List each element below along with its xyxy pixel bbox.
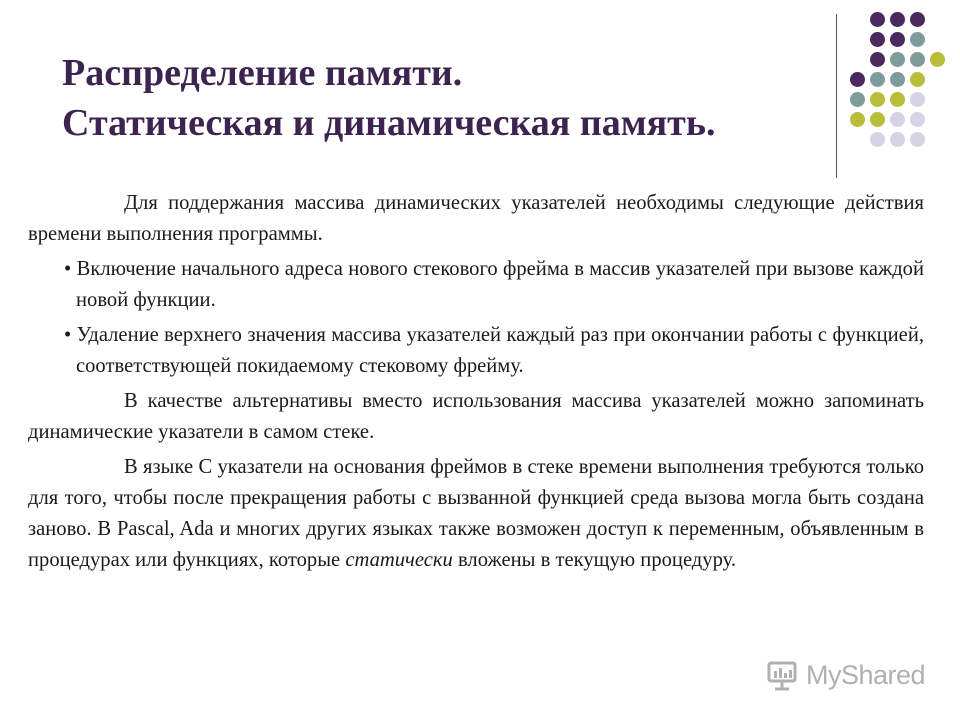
decorative-dot [850,92,865,107]
decorative-dot [910,112,925,127]
paragraph-1: Для поддержания массива динамических указателей необходимы следующие действия времени выполнения программы. [28,192,924,245]
decorative-dot [890,112,905,127]
decorative-dot [890,52,905,67]
decorative-dot [870,72,885,87]
decorative-dot [850,112,865,127]
decorative-dot [870,52,885,67]
slide-body [28,188,924,580]
decorative-dot [910,72,925,87]
paragraph-3 [28,452,924,576]
paragraph-2: В качестве альтернативы вместо использования массива указателей можно запоминать динамические указатели в самом стеке. [28,390,924,443]
decorative-dot [910,132,925,147]
bullet-text: Включение начального адреса нового стекового фрейма в массив указателей при вызове каждой новой функции. [76,258,925,311]
italic-word: статически [345,549,453,571]
decorative-dot [890,72,905,87]
watermark-text: MyShared [806,659,926,690]
decorative-dot [870,32,885,47]
title-line-1: Распределение памяти. [62,52,463,94]
decorative-dot [910,92,925,107]
decorative-dot [870,12,885,27]
bullet-marker: • [64,258,72,280]
decorative-dot-grid [850,12,950,162]
decorative-dot [890,12,905,27]
decorative-dot [890,132,905,147]
decorative-dot [930,52,945,67]
paragraph-3-tail: вложены в текущую процедуру. [452,549,736,571]
decorative-dot [890,32,905,47]
bullet-text: Удаление верхнего значения массива указателей каждый раз при окончании работы с функцией, соответствующей покидаемому стековому фрейму. [76,324,924,377]
decorative-dot [910,32,925,47]
decorative-dot [870,112,885,127]
decorative-dot [910,52,925,67]
decorative-dot [870,132,885,147]
slide-title [62,48,802,148]
divider-line [836,14,837,178]
decorative-dot [890,92,905,107]
presentation-board-icon [766,659,800,691]
paragraph-3-text: В языке С указатели на основания фреймов в стеке времени выполнения требуются только для того, чтобы после прекращения работы с вызванной функцией среда вызова могла быть создана заново. В Pascal, Ada и многих других языках также возможен доступ к переменным, объявленным в процедурах или функциях, которые [28,456,924,571]
decorative-dot [850,72,865,87]
bullet-item-2 [28,320,924,382]
bullet-item-1 [28,254,924,316]
title-line-2: Статическая и динамическая память. [62,102,716,144]
decorative-dot [910,12,925,27]
decorative-dot [870,92,885,107]
watermark-logo [766,657,925,693]
bullet-marker: • [64,324,72,346]
